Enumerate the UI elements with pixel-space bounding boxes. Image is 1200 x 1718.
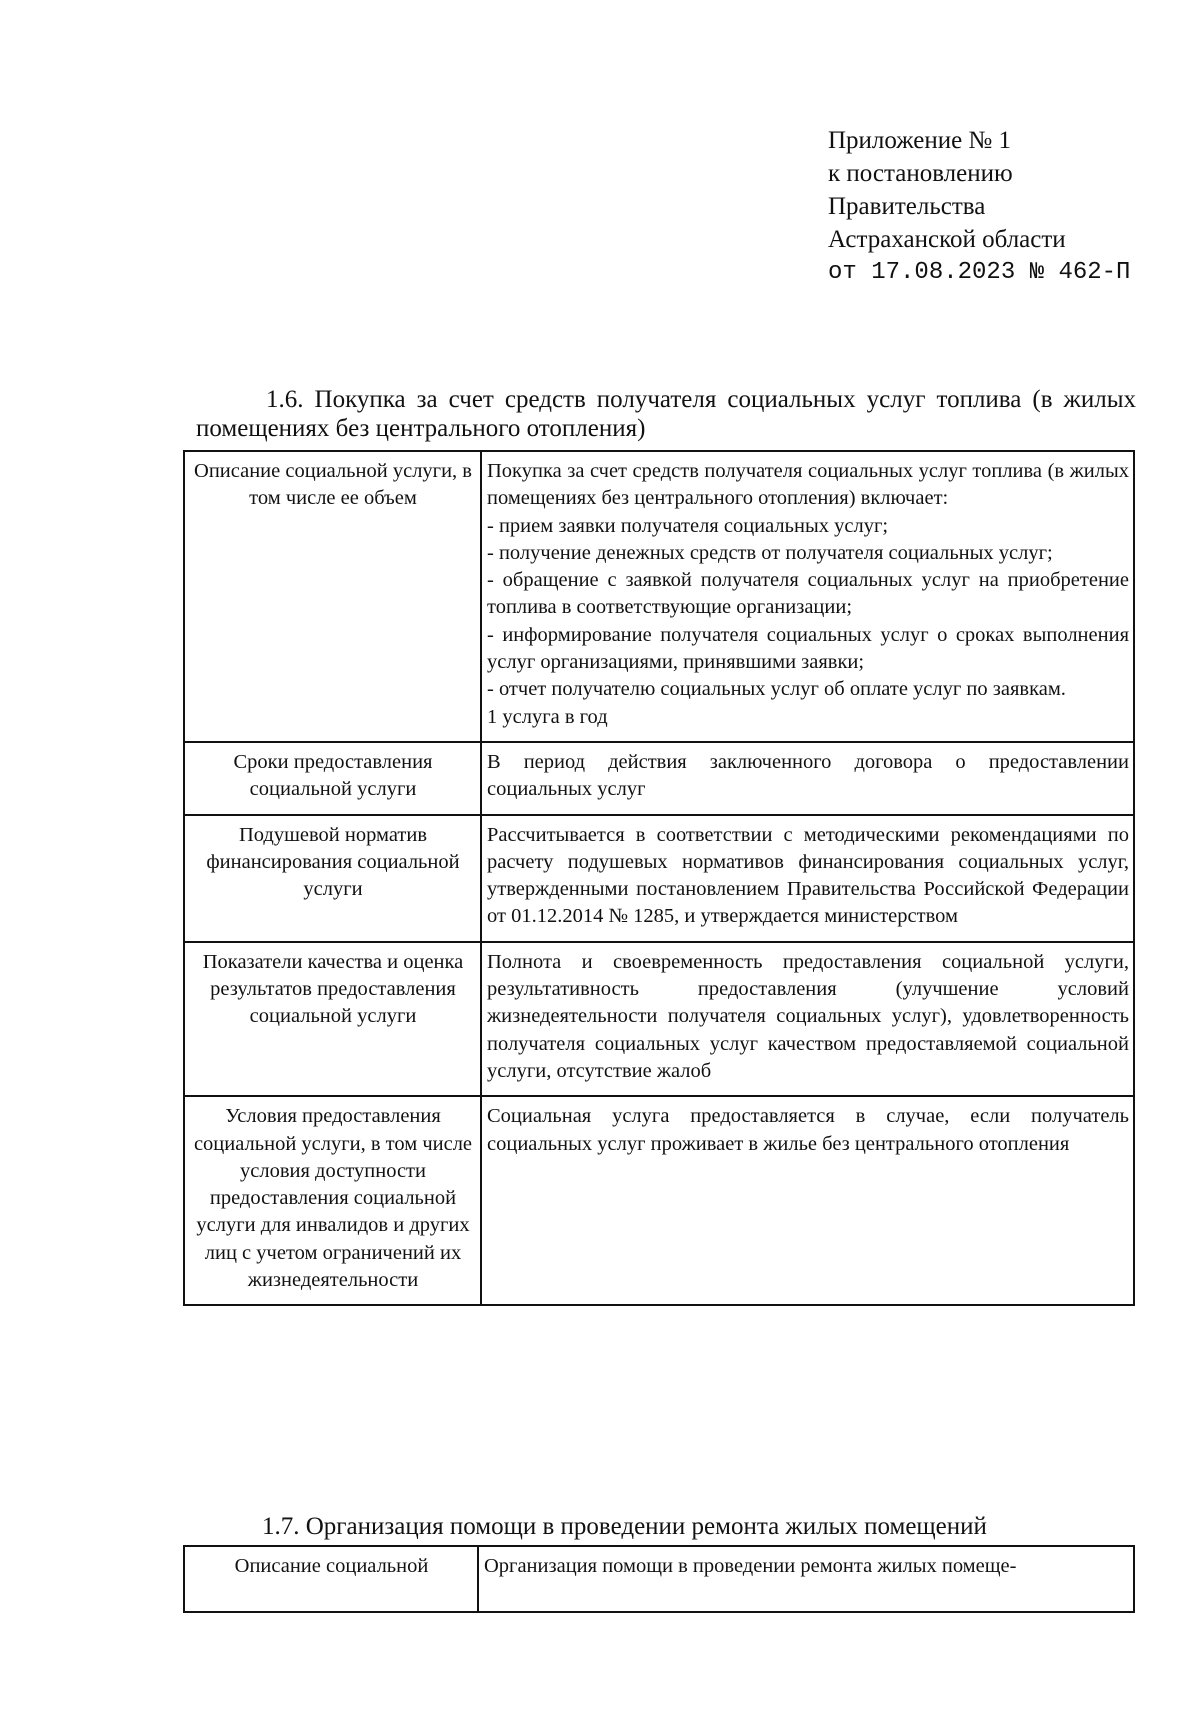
row-value-description	[478, 1546, 1134, 1612]
appendix-region: Астраханской области	[828, 226, 1066, 253]
row-label-description: Описание социальной услуги, в том числе ее объем	[184, 451, 481, 742]
description-intro: Покупка за счет средств получателя социальных услуг топлива (в жилых помещениях без центрального отопления) включает:	[487, 460, 1129, 510]
section-1-6-title: 1.6. Покупка за счет средств получателя социальных услуг топлива (в жилых помещениях без центрального отопления)	[196, 386, 1136, 442]
appendix-header	[828, 124, 1130, 289]
appendix-issuer: Правительства	[828, 193, 986, 220]
table-row	[184, 815, 1134, 942]
table-row	[184, 1546, 1134, 1612]
description-item: - получение денежных средств от получателя социальных услуг;	[487, 541, 1053, 564]
section-1-7-table	[183, 1545, 1135, 1613]
section-1-6-table	[183, 450, 1135, 1306]
appendix-reference: к постановлению	[828, 160, 1013, 187]
table-row	[184, 451, 1134, 742]
row-value-terms: В период действия заключенного договора о предоставлении социальных услуг	[481, 742, 1134, 815]
table-row	[184, 742, 1134, 815]
row-label-description	[184, 1546, 478, 1612]
description-item: - прием заявки получателя социальных услуг;	[487, 514, 889, 537]
row-value-description	[481, 451, 1134, 742]
description-item: - информирование получателя социальных услуг о сроках выполнения услуг организациями, принявшими заявки;	[487, 623, 1129, 674]
table-row	[184, 942, 1134, 1096]
row-label-financing: Подушевой норматив финансирования социальной услуги	[184, 815, 481, 942]
description-item: - отчет получателю социальных услуг об оплате услуг по заявкам.	[487, 678, 1066, 701]
table-row	[184, 1096, 1134, 1305]
row-label-terms: Сроки предоставления социальной услуги	[184, 742, 481, 815]
row-value-financing: Рассчитывается в соответствии с методическими рекомендациями по расчету подушевых нормативов финансирования социальных услуг, утвержденными постановлением Правительства Российской Федерации от 01.12.2014 № 1285, и утверждается министерством	[481, 815, 1134, 942]
row-value-quality: Полнота и своевременность предоставления социальной услуги, результативность предоставления (улучшение условий жизнедеятельности получателя социальных услуг), удовлетворенность получателя социальных услуг качеством предоставляемой социальной услуги, отсутствие жалоб	[481, 942, 1134, 1096]
row-label-quality: Показатели качества и оценка результатов предоставления социальной услуги	[184, 942, 481, 1096]
row-value-conditions: Социальная услуга предоставляется в случае, если получатель социальных услуг проживает в жилье без центрального отопления	[481, 1096, 1134, 1305]
section-1-7-title: 1.7. Организация помощи в проведении ремонта жилых помещений	[262, 1513, 987, 1540]
row-label-conditions: Условия предоставления социальной услуги, в том числе условия доступности предоставления социальной услуги для инвалидов и других лиц с учетом ограничений их жизнедеятельности	[184, 1096, 481, 1305]
appendix-number: Приложение № 1	[828, 127, 1012, 154]
row-value-text: Организация помощи в проведении ремонта жилых помеще-	[484, 1555, 1017, 1577]
row-label-text: Описание социальной	[234, 1555, 429, 1577]
description-volume: 1 услуга в год	[487, 705, 608, 728]
appendix-date-number: от 17.08.2023 № 462-П	[828, 259, 1131, 286]
description-item: - обращение с заявкой получателя социальных услуг на приобретение топлива в соответствующие организации;	[487, 569, 1129, 619]
